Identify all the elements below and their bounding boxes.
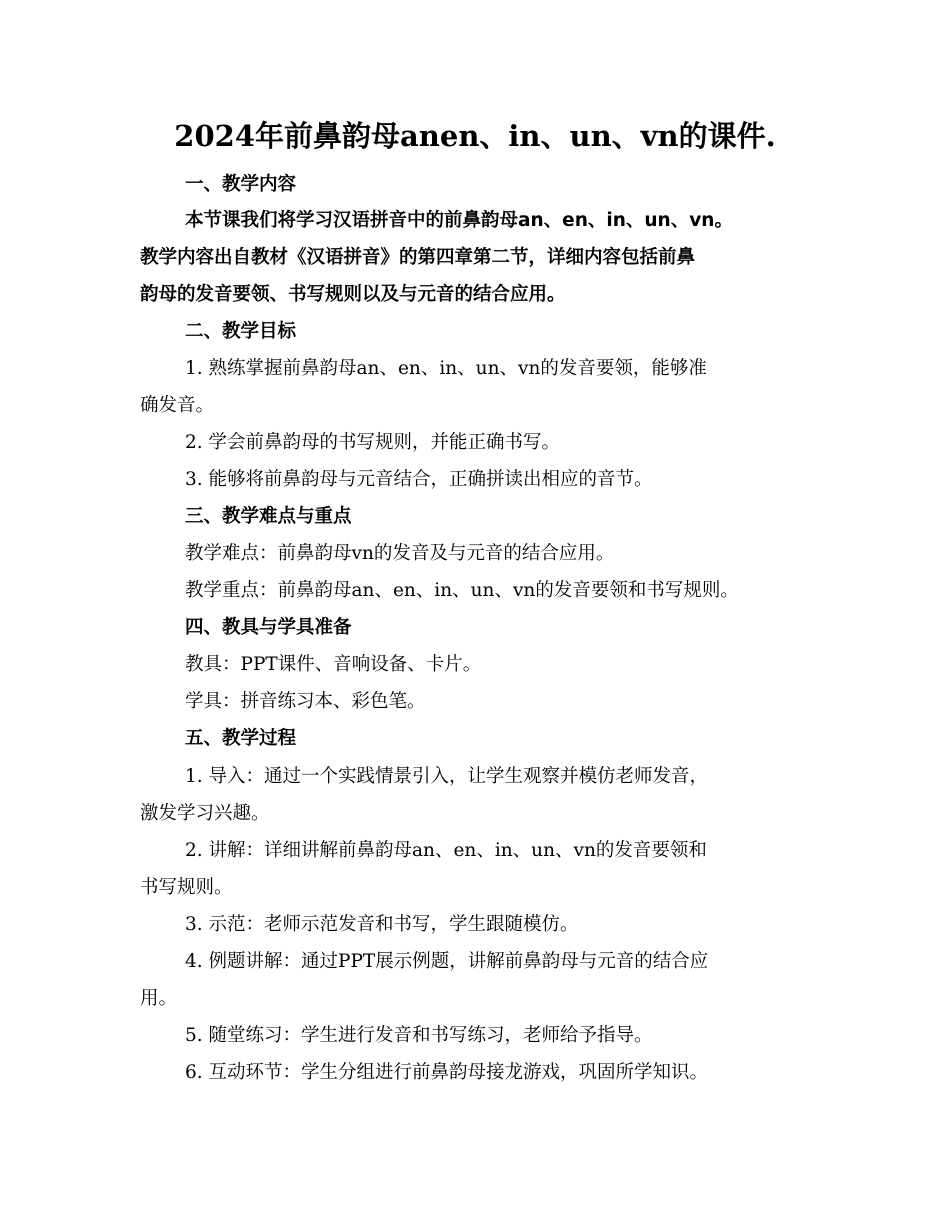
section-heading-process: 五、教学过程 — [185, 728, 297, 749]
process-step: 5. 随堂练习：学生进行发音和书写练习，老师给予指导。 — [185, 1025, 653, 1046]
document-title: 2024年前鼻韵母anen、in、un、vn的课件. — [174, 119, 776, 153]
objective-item: 1. 熟练掌握前鼻韵母an、en、in、un、vn的发音要领，能够准 — [185, 358, 707, 379]
process-step-continuation: 书写规则。 — [140, 877, 233, 898]
content-paragraph-line: 韵母的发音要领、书写规则以及与元音的结合应用。 — [140, 284, 566, 305]
process-step: 3. 示范：老师示范发音和书写，学生跟随模仿。 — [185, 914, 579, 935]
difficulty-line: 教学难点：前鼻韵母vn的发音及与元音的结合应用。 — [185, 543, 615, 564]
section-heading-objectives: 二、教学目标 — [185, 321, 297, 342]
objective-item-continuation: 确发音。 — [140, 395, 215, 416]
process-step: 2. 讲解：详细讲解前鼻韵母an、en、in、un、vn的发音要领和 — [185, 840, 707, 861]
student-materials-line: 学具：拼音练习本、彩色笔。 — [185, 691, 426, 712]
section-heading-content: 一、教学内容 — [185, 174, 297, 195]
process-step-continuation: 激发学习兴趣。 — [140, 803, 270, 824]
objective-item: 3. 能够将前鼻韵母与元音结合，正确拼读出相应的音节。 — [185, 469, 653, 490]
teacher-materials-line: 教具：PPT课件、音响设备、卡片。 — [185, 654, 482, 675]
content-paragraph-line: 本节课我们将学习汉语拼音中的前鼻韵母an、en、in、un、vn。 — [185, 210, 733, 231]
process-step: 1. 导入：通过一个实践情景引入，让学生观察并模仿老师发音， — [185, 766, 709, 787]
section-heading-materials: 四、教具与学具准备 — [185, 617, 352, 638]
objective-item: 2. 学会前鼻韵母的书写规则，并能正确书写。 — [185, 432, 561, 453]
key-point-line: 教学重点：前鼻韵母an、en、in、un、vn的发音要领和书写规则。 — [185, 580, 739, 601]
section-heading-difficulties: 三、教学难点与重点 — [185, 506, 352, 527]
process-step-continuation: 用。 — [140, 988, 178, 1009]
process-step: 4. 例题讲解：通过PPT展示例题，讲解前鼻韵母与元音的结合应 — [185, 951, 709, 972]
process-step: 6. 互动环节：学生分组进行前鼻韵母接龙游戏，巩固所学知识。 — [185, 1062, 709, 1083]
content-paragraph-line: 教学内容出自教材《汉语拼音》的第四章第二节，详细内容包括前鼻 — [140, 247, 696, 268]
